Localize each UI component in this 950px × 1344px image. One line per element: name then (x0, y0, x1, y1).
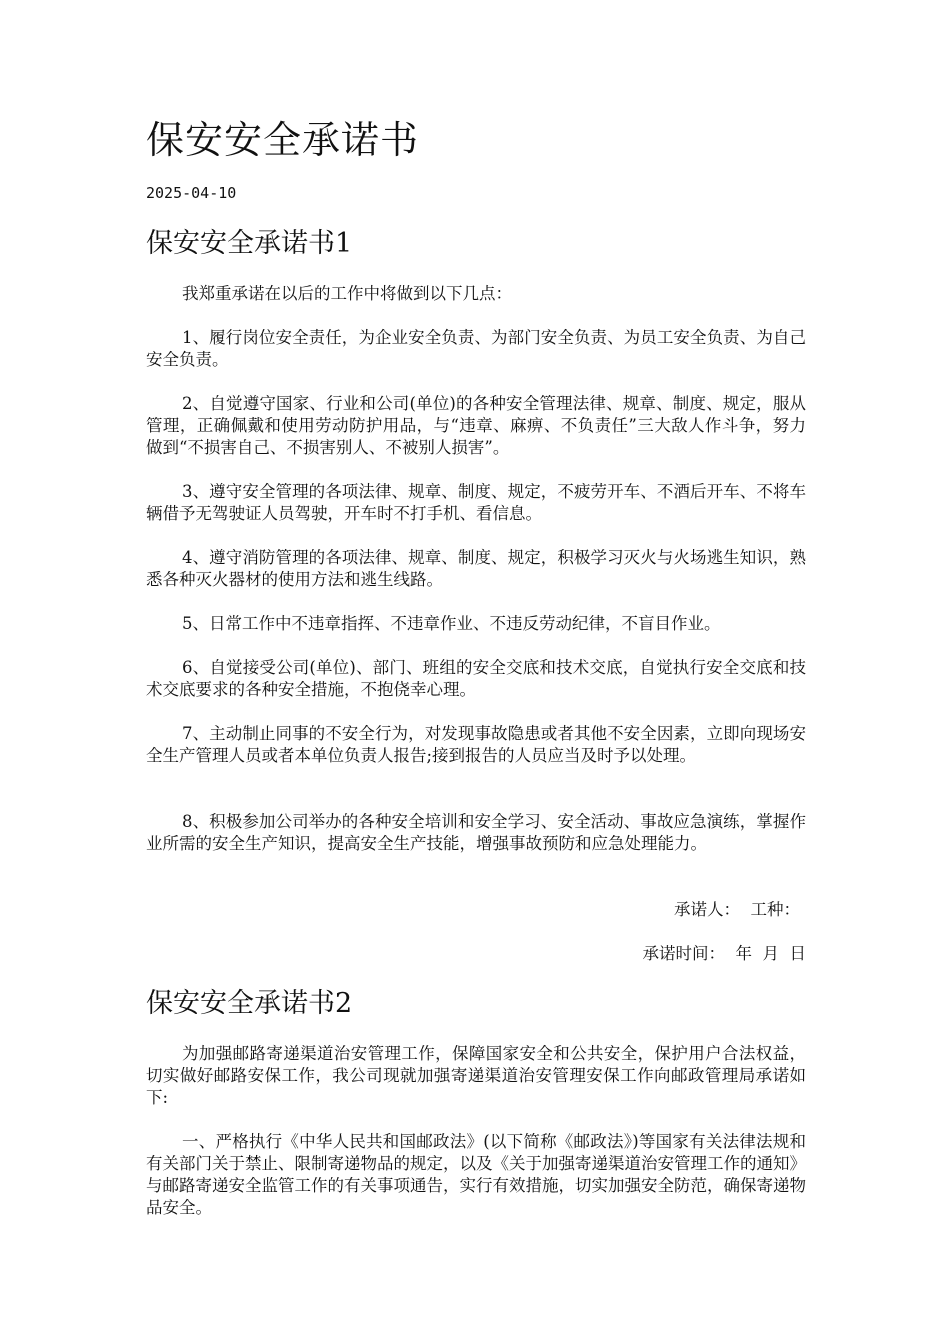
section-1-paragraph-intro: 我郑重承诺在以后的工作中将做到以下几点： (182, 284, 512, 303)
signature-promisor-line: 承诺人： 工种： (674, 900, 800, 919)
section-1-paragraph-item-6: 6、自觉接受公司(单位)、部门、班组的安全交底和技术交底，自觉执行安全交底和技术交底要求的各种安全措施，不抱侥幸心理。 (146, 658, 806, 699)
document-date: 2025-04-10 (146, 184, 237, 202)
section-heading-1: 保安安全承诺书1 (146, 228, 353, 259)
section-1-paragraph-item-7: 7、主动制止同事的不安全行为，对发现事故隐患或者其他不安全因素，立即向现场安全生产管理人员或者本单位负责人报告;接到报告的人员应当及时予以处理。 (146, 724, 806, 765)
section-heading-2: 保安安全承诺书2 (146, 988, 353, 1019)
section-1-paragraph-item-8: 8、积极参加公司举办的各种安全培训和安全学习、安全活动、事故应急演练，掌握作业所需的安全生产知识，提高安全生产技能，增强事故预防和应急处理能力。 (146, 812, 806, 853)
section-1-paragraph-item-1: 1、履行岗位安全责任，为企业安全负责、为部门安全负责、为员工安全负责、为自己安全负责。 (146, 328, 806, 369)
section-2-paragraph-item-1: 一、严格执行《中华人民共和国邮政法》(以下简称《邮政法》)等国家有关法律法规和有关部门关于禁止、限制寄递物品的规定，以及《关于加强寄递渠道治安管理工作的通知》与邮路寄递安全监管工作的有关事项通告，实行有效措施，切实加强安全防范，确保寄递物品安全。 (146, 1132, 806, 1217)
document-title: 保安安全承诺书 (146, 118, 420, 162)
signature-time-line: 承诺时间： 年 月 日 (642, 944, 806, 963)
section-2-paragraph-intro: 为加强邮路寄递渠道治安管理工作，保障国家安全和公共安全，保护用户合法权益，切实做好邮路安保工作，我公司现就加强寄递渠道治安管理安保工作向邮政管理局承诺如下: (146, 1044, 806, 1107)
section-1-paragraph-item-5: 5、日常工作中不违章指挥、不违章作业、不违反劳动纪律，不盲目作业。 (182, 614, 721, 633)
section-1-paragraph-item-2: 2、自觉遵守国家、行业和公司(单位)的各种安全管理法律、规章、制度、规定，服从管理，正确佩戴和使用劳动防护用品，与“违章、麻痹、不负责任”三大敌人作斗争，努力做到“不损害自己、不损害别人、不被别人损害”。 (146, 394, 806, 457)
section-1-paragraph-item-3: 3、遵守安全管理的各项法律、规章、制度、规定，不疲劳开车、不酒后开车、不将车辆借予无驾驶证人员驾驶，开车时不打手机、看信息。 (146, 482, 806, 523)
section-1-paragraph-item-4: 4、遵守消防管理的各项法律、规章、制度、规定，积极学习灭火与火场逃生知识，熟悉各种灭火器材的使用方法和逃生线路。 (146, 548, 806, 589)
